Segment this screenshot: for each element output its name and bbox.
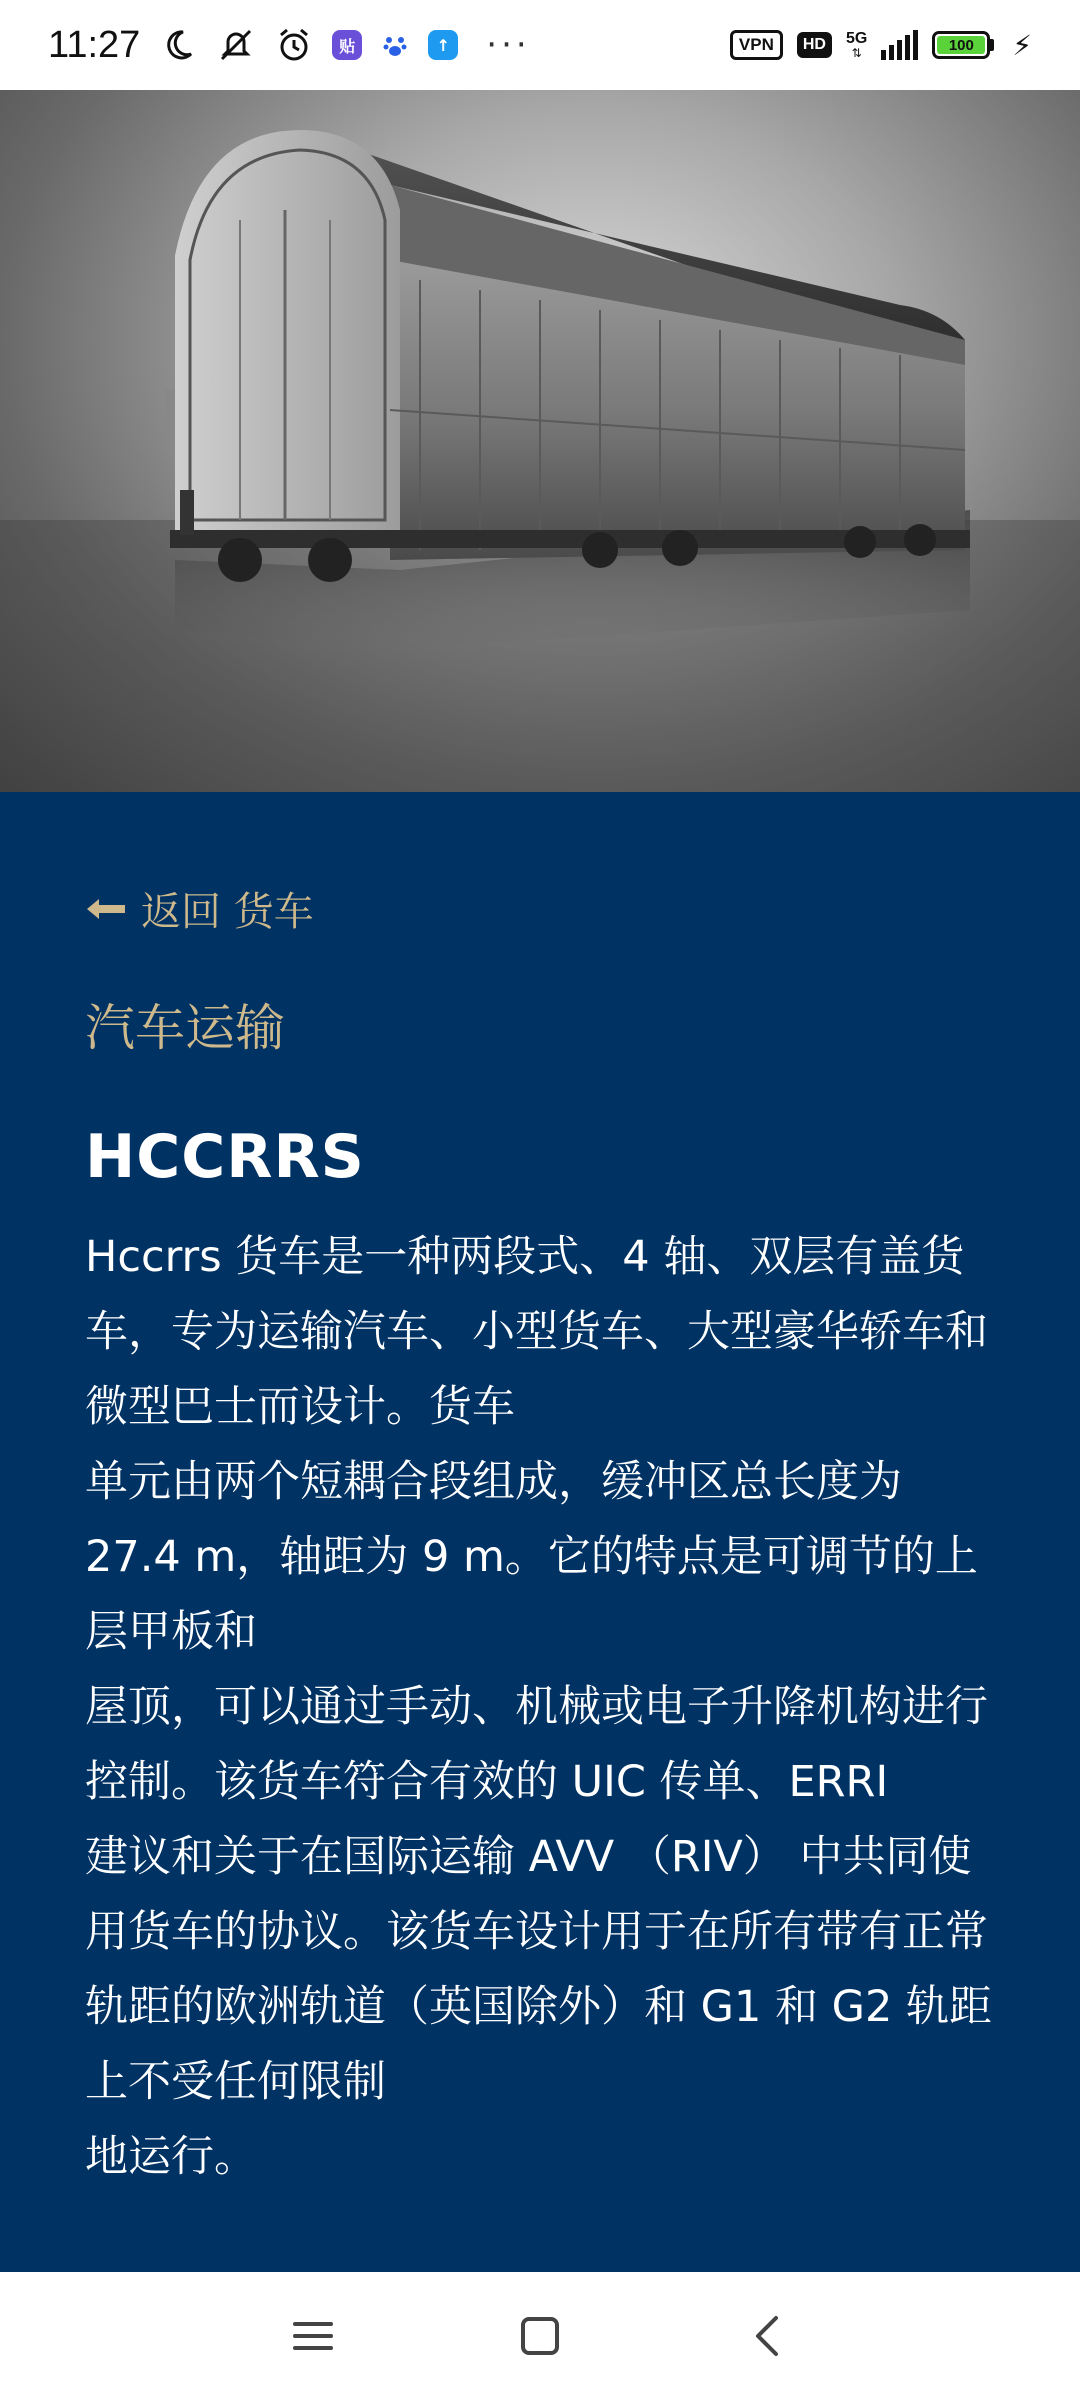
more-notifications-icon: ···: [486, 25, 531, 65]
moon-icon: [158, 25, 198, 65]
page-title: HCCRRS: [85, 1122, 365, 1192]
baidu-icon: [380, 30, 410, 60]
home-button[interactable]: [510, 2306, 570, 2366]
charging-icon: ⚡: [1012, 28, 1032, 62]
description: [85, 1220, 1005, 2195]
battery-level: 100: [937, 36, 985, 54]
menu-button[interactable]: [283, 2306, 343, 2366]
battery-icon: [932, 31, 994, 59]
clock: 11:27: [48, 23, 141, 66]
description-paragraph: Hccrrs 货车是一种两段式、4 轴、双层有盖货车，专为运输汽车、小型货车、大型豪华轿车和微型巴士而设计。货车: [85, 1232, 988, 1432]
back-link-label: 返回 货车: [141, 889, 314, 935]
network-type: 5G: [845, 30, 868, 47]
upload-app-icon: ↑: [428, 30, 458, 60]
app-icon: 贴: [332, 30, 362, 60]
freight-wagon-illustration: [0, 90, 1080, 792]
hero-image: [0, 90, 1080, 792]
network-indicator: 5G ⇅: [845, 30, 868, 60]
system-nav-bar: [0, 2272, 1080, 2400]
back-to-wagons-link[interactable]: [85, 880, 314, 937]
category-label: 汽车运输: [85, 999, 285, 1057]
description-paragraph: 单元由两个短耦合段组成，缓冲区总长度为 27.4 m，轴距为 9 m。它的特点是可调节的上层甲板和: [85, 1457, 978, 1657]
description-paragraph: 地运行。: [85, 2132, 257, 2182]
hd-badge: HD: [797, 32, 832, 58]
content-panel: [0, 792, 1080, 2272]
arrow-left-icon: [85, 894, 127, 924]
back-icon: [752, 2314, 782, 2358]
signal-icon: [881, 30, 918, 60]
home-icon: [518, 2314, 562, 2358]
status-bar: [0, 0, 1080, 90]
alarm-icon: [274, 25, 314, 65]
description-paragraph: 建议和关于在国际运输 AVV （RIV） 中共同使用货车的协议。该货车设计用于在所有带有正常轨距的欧洲轨道（英国除外）和 G1 和 G2 轨距上不受任何限制: [85, 1832, 993, 2107]
mute-icon: [216, 25, 256, 65]
back-button[interactable]: [737, 2306, 797, 2366]
vpn-badge: VPN: [730, 30, 783, 60]
menu-icon: [291, 2316, 335, 2356]
description-paragraph: 屋顶，可以通过手动、机械或电子升降机构进行控制。该货车符合有效的 UIC 传单、ERRI: [85, 1682, 988, 1807]
